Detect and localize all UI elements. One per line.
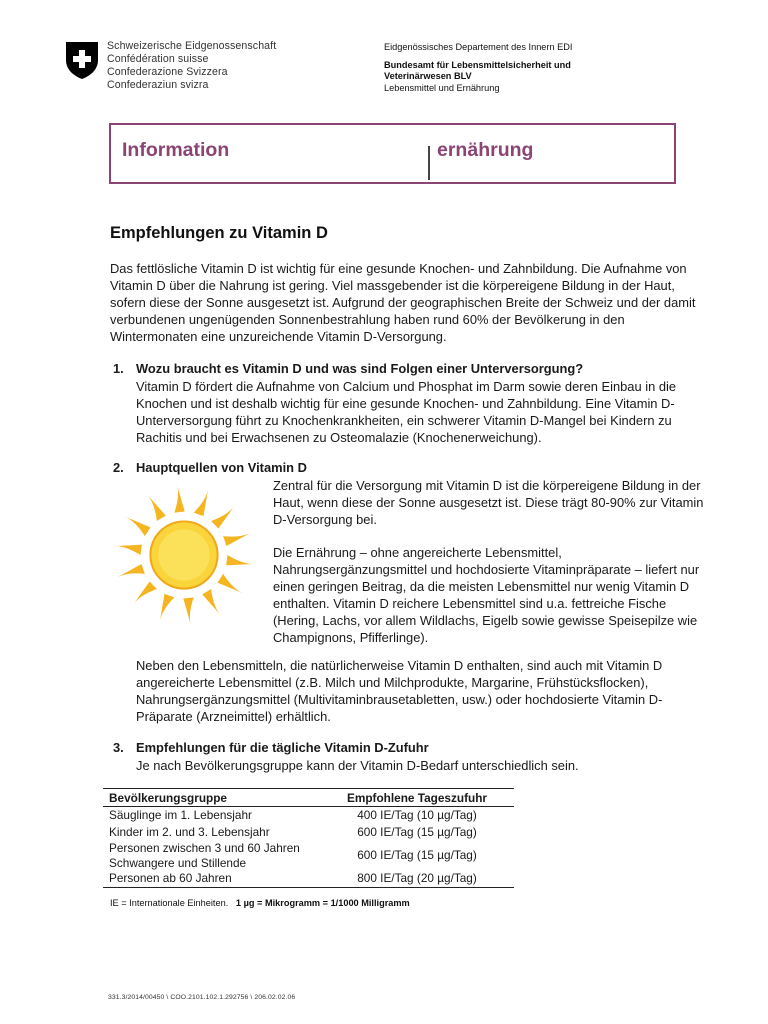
section-3-heading: Empfehlungen für die tägliche Vitamin D-Zufuhr [136, 740, 429, 755]
table-cell-intake: 800 IE/Tag (20 µg/Tag) [320, 870, 514, 888]
sun-ray [146, 493, 166, 521]
office-name-line2: Veterinärwesen BLV [384, 71, 472, 81]
section-1-body: Vitamin D fördert die Aufnahme von Calcium und Phosphat im Darm sowie deren Einbau in die Knochen und ist deshalb wichtig für eine gesunde Knochen- und Zahnbildung. Eine Vitamin D-Unterversorgung führt zu Knochenkrankheiten, ein schwerer Vitamin D-Mangel bei Kindern zu Rachitis und bei Erwachsenen zu Osteomalazie (Knochenerweichung). [136, 379, 677, 445]
footnote-microgram: 1 µg = Mikrogramm = 1/1000 Milligramm [235, 898, 410, 908]
table-row [103, 824, 514, 841]
banner-information: Information [122, 139, 230, 161]
sun-icon [105, 476, 263, 634]
page-title: Empfehlungen zu Vitamin D [110, 224, 328, 242]
sun-ray [122, 516, 150, 537]
sun-ray [115, 564, 145, 579]
section-3-number: 3. [113, 740, 124, 755]
sun-ray [111, 545, 141, 555]
table-cell-intake: 600 IE/Tag (15 µg/Tag) [357, 825, 477, 840]
table-row [103, 841, 514, 870]
sun-ray [211, 504, 236, 529]
table-cell-intake: 600 IE/Tag (15 µg/Tag) [357, 848, 477, 863]
sun-ray [202, 589, 222, 617]
table-cell-group-line1: Personen zwischen 3 und 60 Jahren [109, 841, 300, 855]
document-reference: 331.3/2014/00450 \ COO.2101.102.1.292756 \ 206.02.02.06 [108, 994, 296, 1001]
table-cell-group: Säuglinge im 1. Lebensjahr [109, 808, 252, 823]
banner-ernaehrung: ernährung [437, 139, 534, 161]
office-name-line1: Bundesamt für Lebensmittelsicherheit und [384, 59, 571, 70]
confederation-de: Schweizerische Eidgenossenschaft [107, 40, 277, 52]
unit-name: Lebensmittel und Ernährung [384, 82, 500, 93]
section-1-number: 1. [113, 361, 124, 376]
table-cell-group: Kinder im 2. und 3. Lebensjahr [109, 825, 270, 840]
table-header-intake: Empfohlene Tageszufuhr [320, 789, 514, 807]
sun-ray [174, 482, 184, 512]
confederation-rm: Confederaziun svizra [107, 79, 209, 91]
sun-ray [226, 555, 256, 565]
sun-ray [223, 531, 253, 546]
section-3-body: Je nach Bevölkerungsgruppe kann der Vitamin D-Bedarf unterschiedlich sein. [136, 758, 579, 773]
sun-ray [183, 597, 193, 627]
section-2-heading: Hauptquellen von Vitamin D [136, 460, 307, 475]
table-cell-group [103, 841, 320, 870]
section-2-number: 2. [113, 460, 124, 475]
table-cell-group-line2: Schwangere und Stillende [109, 855, 247, 870]
swiss-coat-of-arms-icon [64, 40, 100, 80]
recommendation-table [103, 788, 514, 888]
section-2-text-2: Die Ernährung – ohne angereicherte Lebensmittel, Nahrungsergänzungsmittel und hochdosierte Vitaminpräparate – liefert nur einen geringen Beitrag, da die meisten Lebensmittel nur wenig Vitamin D enthalten. Vitamin D reichere Lebensmittel sind u.a. fettreiche Fische (Hering, Lachs, vor allem Wildlachs, Eigelb sowie gewisse Speisepilze wie Champignons, Pfifferlinge). [273, 545, 700, 645]
department-block [384, 42, 572, 94]
table-cell-intake: 400 IE/Tag (10 µg/Tag) [357, 808, 477, 823]
table-header-group: Bevölkerungsgruppe [103, 789, 320, 807]
section-1-heading: Wozu braucht es Vitamin D und was sind Folgen einer Unterversorgung? [136, 361, 584, 376]
section-2-text-3: Neben den Lebensmitteln, die natürlicherweise Vitamin D enthalten, sind auch mit Vitamin D angereicherte Lebensmittel (z.B. Milch und Milchprodukte, Margarine, Frühstücksflocken), Nahrungsergänzungsmittel (Multivitaminbrausetabletten, usw.) oder hochdosierte Vitamin D-Präparate (Arzneimittel) erhältlich. [136, 658, 663, 724]
section-2-text-1: Zentral für die Versorgung mit Vitamin D ist die körpereigene Bildung in der Haut, wenn diese der Sonne ausgesetzt ist. Diese trägt 80-90% zur Vitamin D-Versorgung bei. [273, 478, 704, 527]
sun-ray [159, 594, 174, 624]
sun-ray [194, 486, 209, 516]
table-cell-group: Personen ab 60 Jahren [103, 870, 320, 888]
sun-ray [132, 582, 157, 607]
banner-divider [428, 146, 430, 180]
table-header-row [103, 789, 514, 807]
sun-ray [218, 574, 246, 595]
table-footnote [110, 898, 410, 908]
confederation-it: Confederazione Svizzera [107, 66, 228, 78]
table-row [103, 807, 514, 825]
department-name: Eidgenössisches Departement des Innern EDI [384, 42, 573, 52]
confederation-fr: Confédération suisse [107, 53, 209, 65]
intro-paragraph: Das fettlösliche Vitamin D ist wichtig für eine gesunde Knochen- und Zahnbildung. Die Aufnahme von Vitamin D über die Nahrung ist gering. Viel massgebender ist die körpereigene Bildung in der Haut, sofern diese der Sonne ausgesetzt ist. Aufgrund der geographischen Breite der Schweiz und der damit verbundenen ungenügenden Sonnenbestrahlung haben rund 60% der Bevölkerung in den Wintermonaten eine unzureichende Vitamin D-Versorgung. [110, 261, 696, 344]
table-row [103, 870, 514, 888]
footnote-units: IE = Internationale Einheiten. [110, 898, 229, 908]
confederation-names [107, 40, 276, 92]
